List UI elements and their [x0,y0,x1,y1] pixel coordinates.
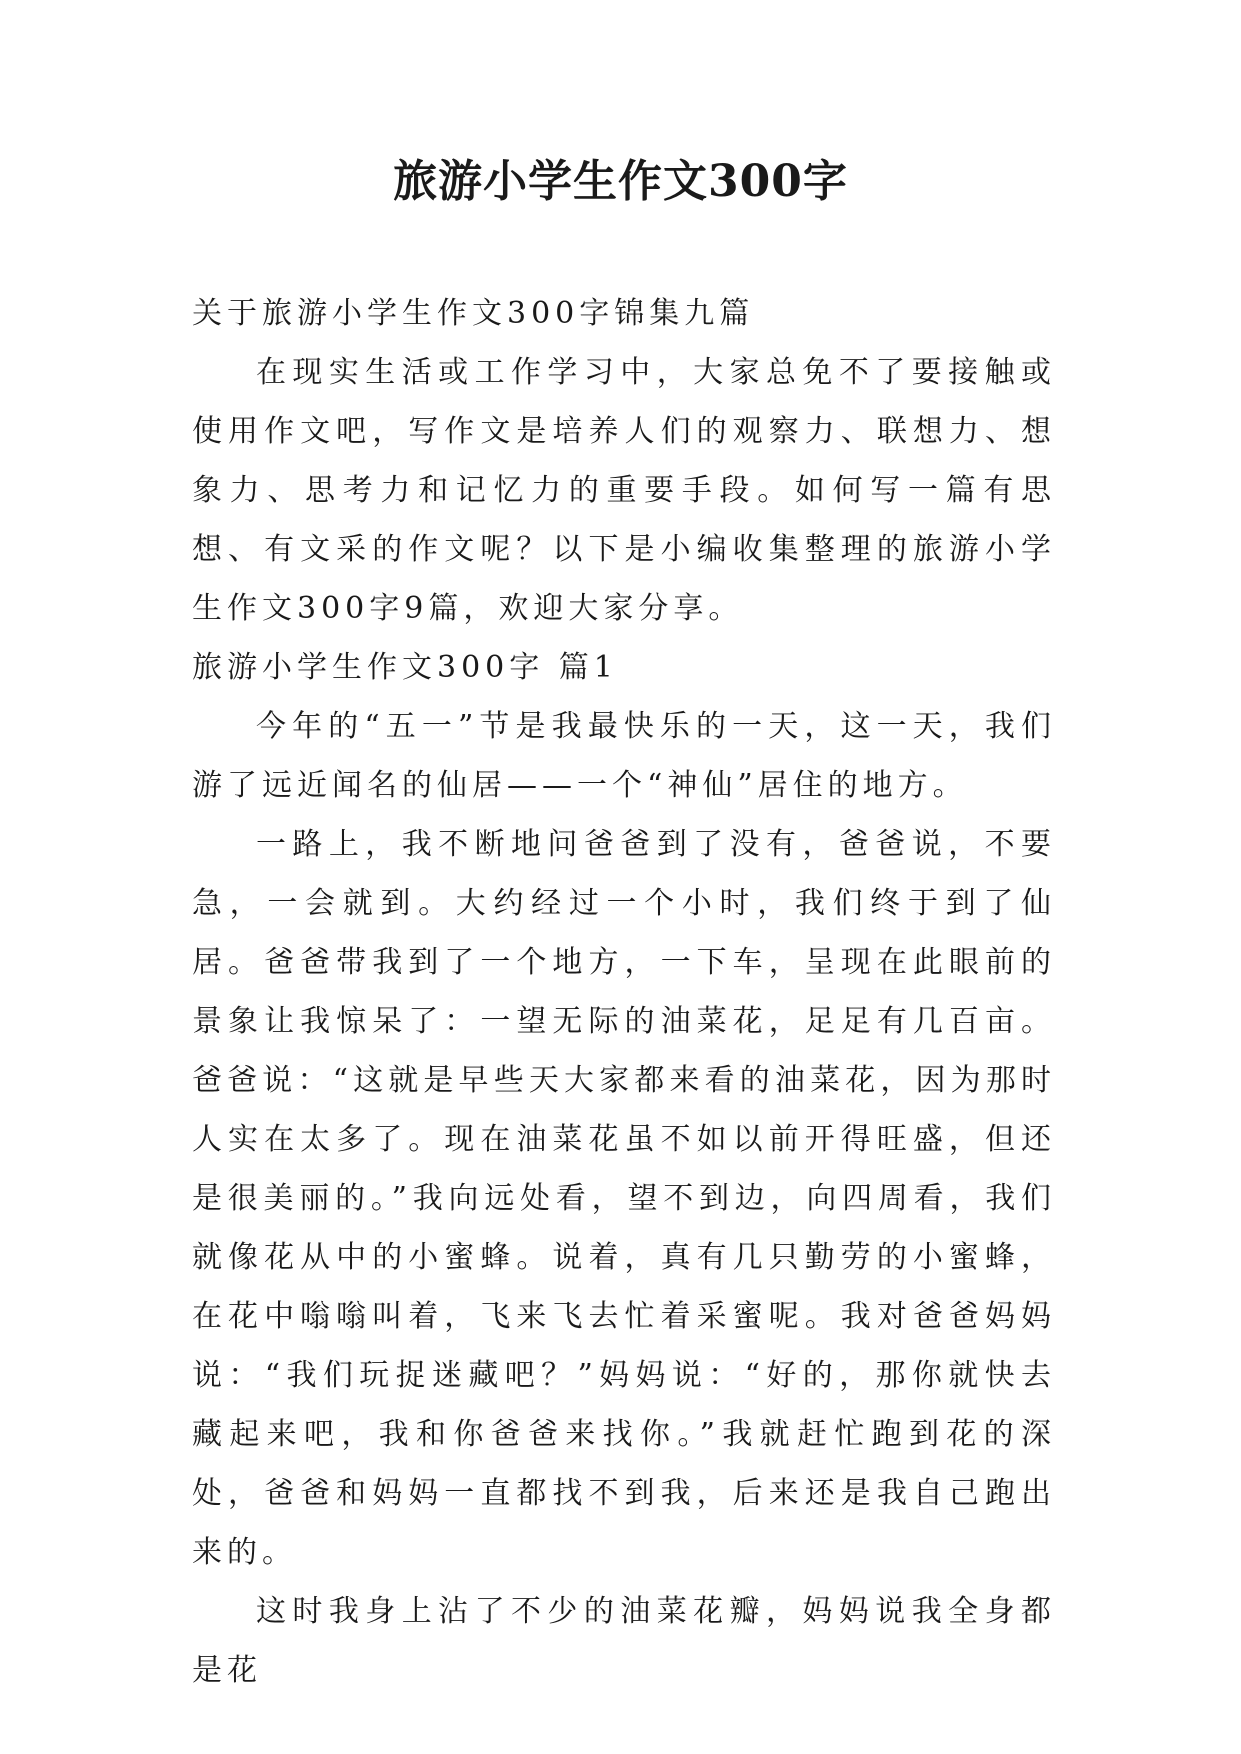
section-heading: 旅游小学生作文300字 篇1 [192,650,618,685]
document-title: 旅游小学生作文300字 [393,156,848,207]
document-subtitle: 关于旅游小学生作文300字锦集九篇 [192,296,755,331]
body-paragraph-1: 今年的“五一”节是我最快乐的一天，这一天，我们游了远近闻名的仙居——一个“神仙”居住的地方。 [192,709,1056,803]
body-paragraph-2: 一路上，我不断地问爸爸到了没有，爸爸说，不要急，一会就到。大约经过一个小时，我们终于到了仙居。爸爸带我到了一个地方，一下车，呈现在此眼前的景象让我惊呆了：一望无际的油菜花，足足有几百亩。爸爸说：“这就是早些天大家都来看的油菜花，因为那时人实在太多了。现在油菜花虽不如以前开得旺盛，但还是很美丽的。”我向远处看，望不到边，向四周看，我们就像花从中的小蜜蜂。说着，真有几只勤劳的小蜜蜂，在花中嗡嗡叫着，飞来飞去忙着采蜜呢。我对爸爸妈妈说：“我们玩捉迷藏吧？”妈妈说：“好的，那你就快去藏起来吧，我和你爸爸来找你。”我就赶忙跑到花的深处，爸爸和妈妈一直都找不到我，后来还是我自己跑出来的。 [192,827,1056,1570]
document-body [192,284,1056,1700]
intro-paragraph: 在现实生活或工作学习中，大家总免不了要接触或使用作文吧，写作文是培养人们的观察力、联想力、想象力、思考力和记忆力的重要手段。如何写一篇有思想、有文采的作文呢？以下是小编收集整理的旅游小学生作文300字9篇，欢迎大家分享。 [192,355,1056,626]
body-paragraph-3: 这时我身上沾了不少的油菜花瓣，妈妈说我全身都是花 [192,1594,1056,1688]
